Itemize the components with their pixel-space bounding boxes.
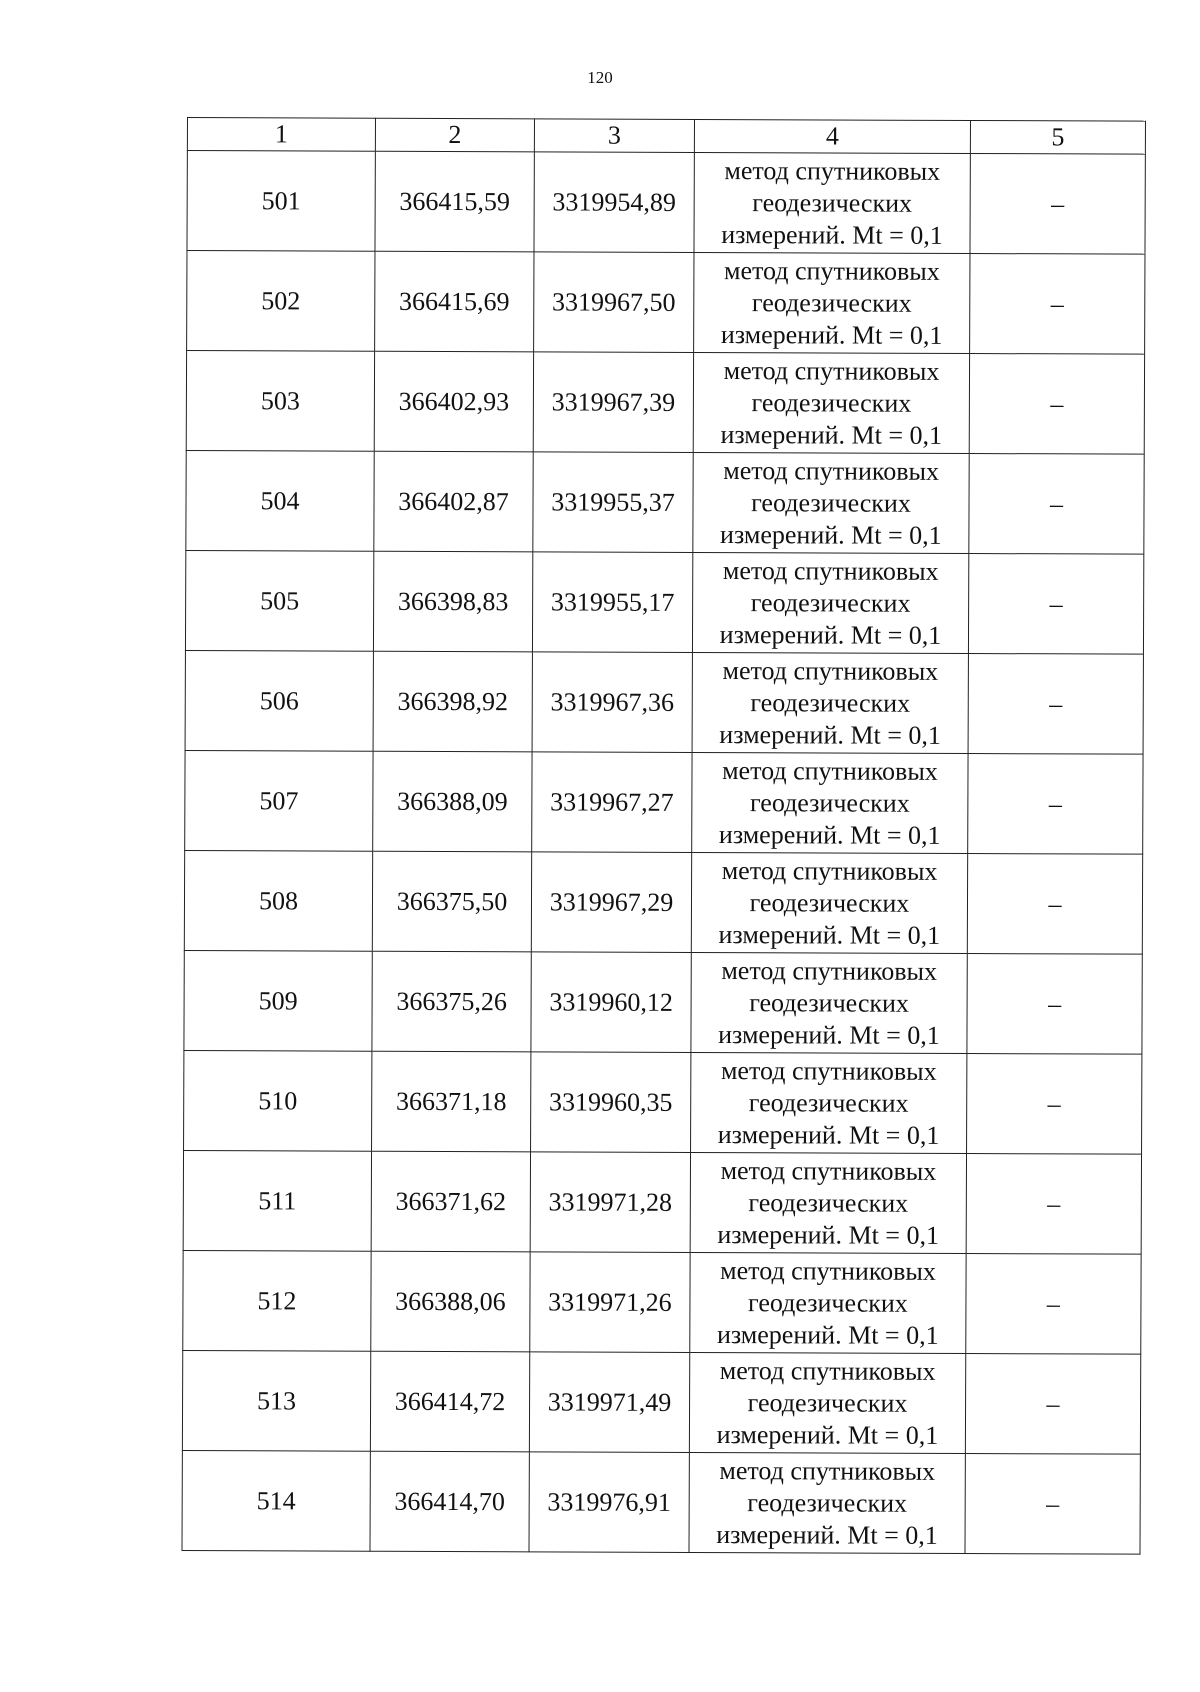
y-coordinate-cell: 3319967,50 xyxy=(534,252,694,353)
header-col-5: 5 xyxy=(970,121,1145,155)
header-row xyxy=(187,118,1145,155)
table-row xyxy=(187,151,1145,255)
x-coordinate-cell: 366371,62 xyxy=(371,1151,530,1252)
table-row xyxy=(183,1150,1141,1254)
method-cell xyxy=(691,952,967,1053)
method-text: метод спутниковых геодезических измерений. Mt = 0,1 xyxy=(716,1255,939,1350)
table-row xyxy=(184,1050,1142,1154)
point-cell: 510 xyxy=(184,1050,372,1151)
header-col-4: 4 xyxy=(694,119,970,153)
method-cell xyxy=(693,452,969,553)
method-text: метод спутниковых геодезических измерений. Mt = 0,1 xyxy=(716,1455,938,1550)
note-cell: – xyxy=(968,754,1143,855)
y-coordinate-cell: 3319967,29 xyxy=(531,852,691,953)
method-cell xyxy=(692,552,968,653)
method-cell xyxy=(690,1152,966,1253)
note-cell: – xyxy=(969,354,1144,455)
method-text: метод спутниковых геодезических измерений. Mt = 0,1 xyxy=(716,1355,939,1450)
table-row xyxy=(186,351,1144,455)
x-coordinate-cell: 366388,06 xyxy=(371,1251,530,1352)
method-cell xyxy=(689,1452,965,1553)
method-cell xyxy=(690,1252,966,1353)
y-coordinate-cell: 3319967,39 xyxy=(533,352,693,453)
x-coordinate-cell: 366375,50 xyxy=(372,851,531,952)
x-coordinate-cell: 366414,70 xyxy=(370,1451,529,1552)
table-body xyxy=(182,151,1145,1555)
point-cell: 511 xyxy=(183,1150,371,1251)
y-coordinate-cell: 3319976,91 xyxy=(529,1452,689,1553)
point-cell: 501 xyxy=(187,151,375,252)
note-cell: – xyxy=(967,854,1142,955)
note-cell: – xyxy=(970,254,1145,355)
y-coordinate-cell: 3319971,49 xyxy=(529,1352,689,1453)
method-text: метод спутниковых геодезических измерений. Mt = 0,1 xyxy=(720,455,942,550)
x-coordinate-cell: 366402,93 xyxy=(374,351,533,452)
x-coordinate-cell: 366414,72 xyxy=(370,1351,529,1452)
point-cell: 506 xyxy=(185,650,373,751)
point-cell: 513 xyxy=(182,1350,370,1451)
note-cell: – xyxy=(967,1054,1142,1155)
header-col-1: 1 xyxy=(187,118,375,152)
note-cell: – xyxy=(969,454,1144,555)
point-cell: 503 xyxy=(186,351,374,452)
point-cell: 502 xyxy=(187,251,375,352)
table-row xyxy=(185,650,1143,754)
y-coordinate-cell: 3319960,35 xyxy=(531,1052,691,1153)
method-text: метод спутниковых геодезических измерений. Mt = 0,1 xyxy=(720,255,943,350)
y-coordinate-cell: 3319971,28 xyxy=(530,1152,690,1253)
note-cell: – xyxy=(966,1154,1141,1255)
x-coordinate-cell: 366415,59 xyxy=(375,151,534,252)
point-cell: 507 xyxy=(185,750,373,851)
note-cell: – xyxy=(968,654,1143,755)
table-row xyxy=(187,251,1145,355)
method-cell xyxy=(691,1052,967,1153)
y-coordinate-cell: 3319955,37 xyxy=(533,452,693,553)
note-cell: – xyxy=(968,554,1143,655)
header-col-2: 2 xyxy=(375,118,534,152)
x-coordinate-cell: 366375,26 xyxy=(372,951,531,1052)
point-cell: 508 xyxy=(184,850,372,951)
note-cell: – xyxy=(965,1353,1140,1454)
method-text: метод спутниковых геодезических измерений. Mt = 0,1 xyxy=(718,755,941,850)
x-coordinate-cell: 366371,18 xyxy=(372,1051,531,1152)
method-cell xyxy=(693,352,969,453)
x-coordinate-cell: 366398,92 xyxy=(373,651,532,752)
point-cell: 509 xyxy=(184,950,372,1051)
method-cell xyxy=(694,152,970,253)
x-coordinate-cell: 366388,09 xyxy=(373,751,532,852)
method-cell xyxy=(691,852,967,953)
table-row xyxy=(184,850,1142,954)
table-header xyxy=(187,118,1145,155)
x-coordinate-cell: 366415,69 xyxy=(375,251,534,352)
method-text: метод спутниковых геодезических измерений. Mt = 0,1 xyxy=(717,1055,940,1150)
y-coordinate-cell: 3319967,27 xyxy=(532,752,692,853)
table-row xyxy=(183,1250,1141,1354)
x-coordinate-cell: 366402,87 xyxy=(374,451,533,552)
method-text: метод спутниковых геодезических измерений. Mt = 0,1 xyxy=(719,555,942,650)
table-row xyxy=(182,1450,1140,1554)
note-cell: – xyxy=(970,154,1145,255)
table-row xyxy=(182,1350,1140,1454)
header-col-3: 3 xyxy=(534,119,694,153)
method-cell xyxy=(689,1352,965,1453)
table-row xyxy=(185,550,1143,654)
y-coordinate-cell: 3319967,36 xyxy=(532,652,692,753)
page-number: 120 xyxy=(587,68,613,87)
table-row xyxy=(185,750,1143,854)
method-text: метод спутниковых геодезических измерений. Mt = 0,1 xyxy=(719,655,941,750)
table-row xyxy=(184,950,1142,1054)
table-row xyxy=(186,450,1144,554)
point-cell: 512 xyxy=(183,1250,371,1351)
point-cell: 514 xyxy=(182,1450,370,1551)
y-coordinate-cell: 3319960,12 xyxy=(531,952,691,1053)
method-cell xyxy=(694,252,970,353)
note-cell: – xyxy=(966,1254,1141,1355)
y-coordinate-cell: 3319955,17 xyxy=(532,552,692,653)
method-text: метод спутниковых геодезических измерений. Mt = 0,1 xyxy=(721,155,943,250)
note-cell: – xyxy=(965,1453,1140,1554)
note-cell: – xyxy=(967,954,1142,1055)
method-text: метод спутниковых геодезических измерений. Mt = 0,1 xyxy=(720,355,943,450)
coordinates-table xyxy=(181,117,1145,1555)
method-text: метод спутниковых геодезических измерений. Mt = 0,1 xyxy=(718,955,940,1050)
point-cell: 505 xyxy=(185,550,373,651)
method-text: метод спутниковых геодезических измерений. Mt = 0,1 xyxy=(717,1155,940,1250)
method-cell xyxy=(692,752,968,853)
y-coordinate-cell: 3319954,89 xyxy=(534,152,694,253)
y-coordinate-cell: 3319971,26 xyxy=(530,1252,690,1353)
method-text: метод спутниковых геодезических измерений. Mt = 0,1 xyxy=(718,855,941,950)
point-cell: 504 xyxy=(186,450,374,551)
x-coordinate-cell: 366398,83 xyxy=(373,551,532,652)
method-cell xyxy=(692,652,968,753)
